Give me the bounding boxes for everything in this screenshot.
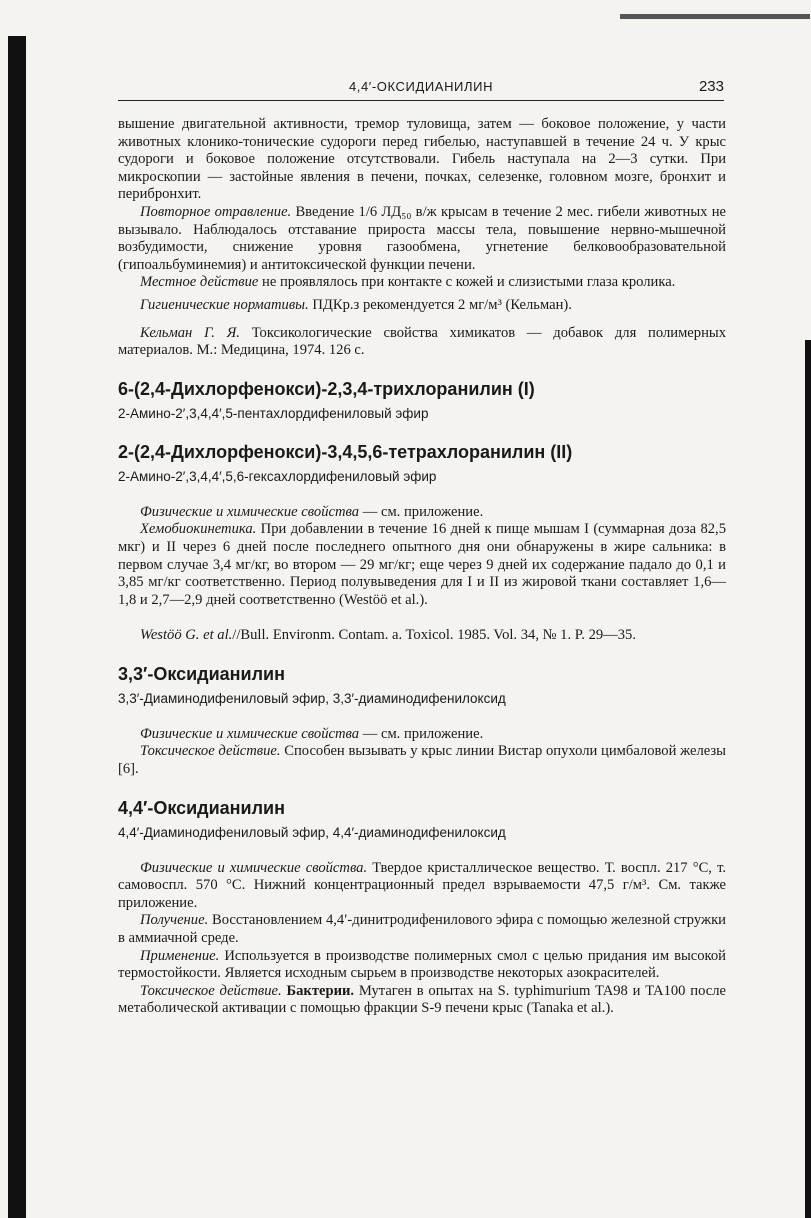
paragraph-continuation: вышение двигательной активности, тремор туловища, затем — боковое положение, у части животных клонико-тонические судороги перед гибелью, наступавшей в течение 24 ч. У крыс судороги и боковое положение отсутствовали. Гибель наступала на 2—3 сутки. При микроскопии — застойные явления в печени, почках, селезенке, головном мозге, бронхит и перибронхит. <box>118 116 726 203</box>
paragraph-physical-properties-3 <box>118 860 726 913</box>
reference-author: Кельман Г. Я. <box>140 324 240 341</box>
compound-title-ii: 2-(2,4-Дихлорфенокси)-3,4,5,6-тетрахлоранилин (II) <box>118 441 573 462</box>
reference-text: //Bull. Environm. Contam. a. Toxicol. 1985. Vol. 34, № 1. P. 29—35. <box>232 627 637 644</box>
section-label: Токсическое действие. <box>140 743 281 760</box>
paragraph-application <box>118 948 726 983</box>
page-body <box>118 116 726 1018</box>
paragraph-text: — см. приложение. <box>359 725 484 742</box>
paragraph-hygienic-norms <box>118 297 726 315</box>
subsection-label: Бактерии. <box>281 982 355 999</box>
section-label: Токсическое действие. <box>140 982 282 999</box>
section-label: Повторное отравление. <box>140 203 292 220</box>
paragraph-text: не проявлялось при контакте с кожей и слизистыми глаза кролика. <box>258 274 676 291</box>
compound-title-33-oxydianiline: 3,3′-Оксидианилин <box>118 663 285 684</box>
paragraph-physical-properties-2 <box>118 726 726 744</box>
scan-corner-mark <box>620 14 810 19</box>
paragraph-physical-properties <box>118 504 726 522</box>
section-label: Применение. <box>140 947 220 964</box>
paragraph-text: Способен вызывать у крыс линии Вистар опухоли цимбаловой железы [6]. <box>118 743 726 778</box>
paragraph-toxic-action <box>118 743 726 778</box>
reference-author: Westöö G. et al. <box>140 627 233 644</box>
paragraph-text: Мутаген в опытах на S. typhimurium TA98 и TA100 после метаболической активации с помощью фракции S-9 печени крыс (Tanaka et al.). <box>118 982 726 1017</box>
reference-text: Токсикологические свойства химикатов — добавок для полимерных материалов. М.: Медицина, 1974. 126 с. <box>118 324 726 359</box>
header-title: 4,4′-ОКСИДИАНИЛИН <box>348 79 494 94</box>
compound-title-44-oxydianiline: 4,4′-Оксидианилин <box>118 797 285 818</box>
compound-synonym-ii: 2-Амино-2′,3,4,4′,5,6-гексахлордифениловый эфир <box>118 468 437 484</box>
running-header <box>118 78 724 101</box>
paragraph-text: При добавлении в течение 16 дней к пище мышам I (суммарная доза 82,5 мкг) и II через 6 дней после последнего опытного дня они обнаружены в жире сальника: в первом случае 3,4 мг/кг, во втором — 29 мг/кг; еще через 9 дней их содержание падало до 0,1 и 3,85 мг/кг соответственно. Период полувыведения для I и II из жировой ткани составляет 1,6—1,8 и 2,7—2,9 дней соответственно (Westöö et al.). <box>118 521 726 608</box>
paragraph-production <box>118 912 726 947</box>
paragraph-repeated-poisoning <box>118 204 726 274</box>
paragraph-text: Твердое кристаллическое вещество. Т. воспл. 217 °С, т. самовоспл. 570 °С. Нижний концентрационный предел взрываемости 47,5 г/м³. См. также приложение. <box>118 859 726 911</box>
section-label: Хемобиокинетика. <box>140 521 257 538</box>
compound-title-i: 6-(2,4-Дихлорфенокси)-2,3,4-трихлоранилин (I) <box>118 378 535 399</box>
section-label: Физические и химические свойства <box>140 725 360 742</box>
section-label: Местное действие <box>140 274 259 291</box>
section-label: Физические и химические свойства. <box>140 859 368 876</box>
paragraph-text: Восстановлением 4,4′-динитродифенилового эфира с помощью железной стружки в аммиачной среде. <box>118 912 726 947</box>
paragraph-text: Введение 1/6 ЛД₅₀ в/ж крысам в течение 2 мес. гибели животных не вызывало. Наблюдалось отставание прироста массы тела, повышение нервно-мышечной возбудимости, снижение уровня газообмена, угнетение белковообразовательной (гипоальбуминемия) и антитоксической функции печени. <box>118 203 726 273</box>
paragraph-local-action <box>118 274 726 292</box>
scan-edge-left <box>8 36 26 1218</box>
compound-synonym-i: 2-Амино-2′,3,4,4′,5-пентахлордифениловый эфир <box>118 405 429 421</box>
paragraph-text: — см. приложение. <box>359 503 484 520</box>
section-label: Физические и химические свойства <box>140 503 360 520</box>
reference-kelman <box>118 325 726 360</box>
paragraph-chemobiokinetics <box>118 521 726 609</box>
page-number: 233 <box>698 78 724 95</box>
compound-synonym-44-oxydianiline: 4,4′-Диаминодифениловый эфир, 4,4′-диаминодифенилоксид <box>118 824 506 840</box>
reference-westoo <box>118 627 726 645</box>
compound-synonym-33-oxydianiline: 3,3′-Диаминодифениловый эфир, 3,3′-диаминодифенилоксид <box>118 690 506 706</box>
paragraph-text: Используется в производстве полимерных смол с целью придания им высокой термостойкости. Является исходным сырьем в производстве некоторых азокрасителей. <box>118 947 726 982</box>
scan-edge-right <box>805 340 811 1218</box>
section-label: Получение. <box>140 912 209 929</box>
paragraph-text: ПДКр.з рекомендуется 2 мг/м³ (Кельман). <box>308 296 572 313</box>
section-label: Гигиенические нормативы. <box>140 296 309 313</box>
paragraph-toxic-action-2 <box>118 983 726 1018</box>
